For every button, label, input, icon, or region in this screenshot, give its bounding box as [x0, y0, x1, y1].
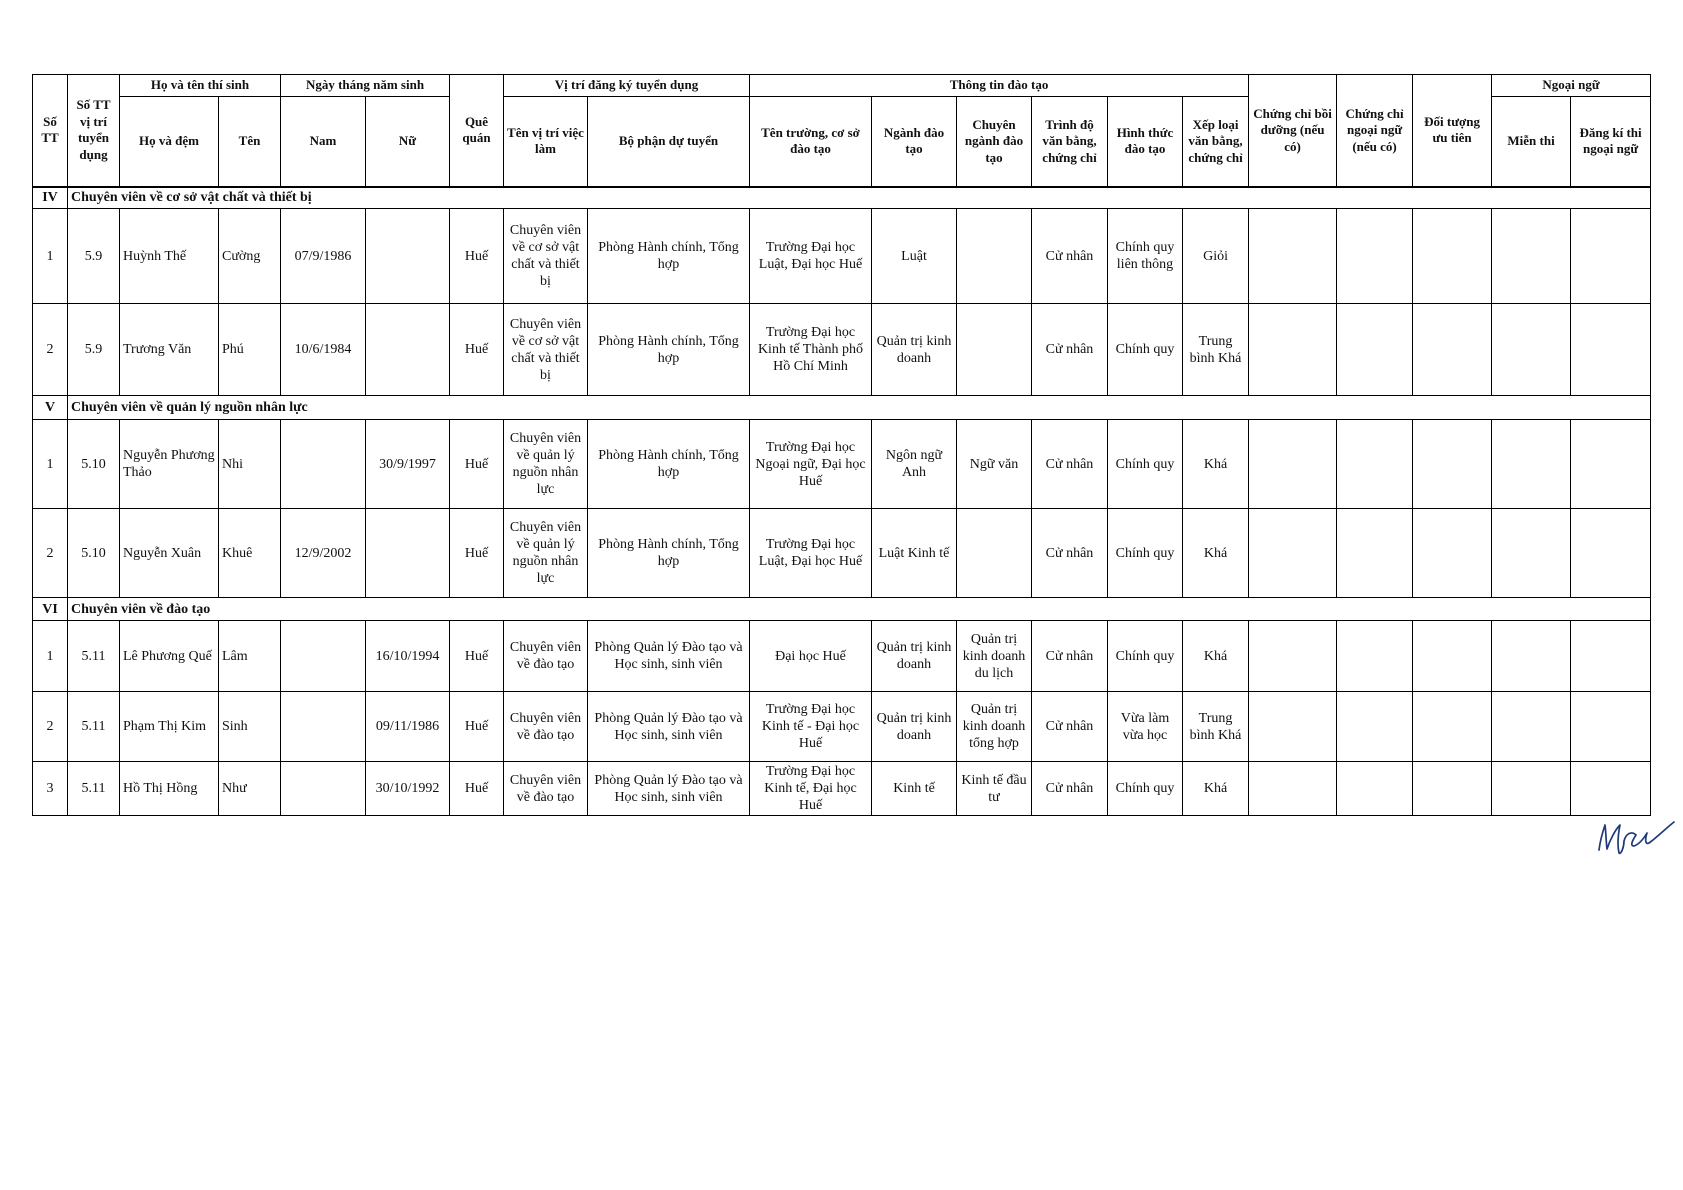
cell-cc-boi-duong	[1249, 209, 1337, 304]
cell-stt-vi-tri: 5.10	[68, 509, 120, 598]
cell-doi-tuong	[1413, 509, 1492, 598]
cell-que-quan: Huế	[450, 304, 504, 396]
cell-cc-boi-duong	[1249, 304, 1337, 396]
cell-chuyen-nganh	[957, 509, 1032, 598]
cell-ten-vi-tri: Chuyên viên về quản lý nguồn nhân lực	[504, 509, 588, 598]
cell-xep-loai: Trung bình Khá	[1183, 692, 1249, 762]
cell-ho-dem: Nguyễn Xuân	[120, 509, 219, 598]
cell-bo-phan: Phòng Quản lý Đào tạo và Học sinh, sinh viên	[588, 692, 750, 762]
header-chuyen-nganh: Chuyên ngành đào tạo	[957, 97, 1032, 187]
header-doi-tuong: Đối tượng ưu tiên	[1413, 75, 1492, 187]
cell-que-quan: Huế	[450, 509, 504, 598]
header-ten: Tên	[219, 97, 281, 187]
header-nganh: Ngành đào tạo	[872, 97, 957, 187]
cell-bo-phan: Phòng Hành chính, Tổng hợp	[588, 420, 750, 509]
cell-ten-vi-tri: Chuyên viên về cơ sở vật chất và thiết bị	[504, 304, 588, 396]
header-stt-vi-tri: Số TT vị trí tuyển dụng	[68, 75, 120, 187]
cell-nam	[281, 762, 366, 816]
cell-nam: 10/6/1984	[281, 304, 366, 396]
table-row	[33, 209, 1651, 304]
table-row	[33, 304, 1651, 396]
cell-chuyen-nganh: Quản trị kinh doanh du lịch	[957, 621, 1032, 692]
cell-hinh-thuc: Vừa làm vừa học	[1108, 692, 1183, 762]
cell-nganh: Luật Kinh tế	[872, 509, 957, 598]
cell-nu: 09/11/1986	[366, 692, 450, 762]
cell-chuyen-nganh: Quản trị kinh doanh tổng hợp	[957, 692, 1032, 762]
cell-mien-thi	[1492, 692, 1571, 762]
cell-xep-loai: Khá	[1183, 509, 1249, 598]
header-hinh-thuc: Hình thức đào tạo	[1108, 97, 1183, 187]
cell-mien-thi	[1492, 509, 1571, 598]
cell-chuyen-nganh: Kinh tế đầu tư	[957, 762, 1032, 816]
cell-truong: Đại học Huế	[750, 621, 872, 692]
cell-nam	[281, 692, 366, 762]
header-cc-ngoai-ngu: Chứng chỉ ngoại ngữ (nếu có)	[1337, 75, 1413, 187]
header-trinh-do: Trình độ văn bằng, chứng chỉ	[1032, 97, 1108, 187]
section-number: IV	[33, 187, 68, 209]
table-row	[33, 509, 1651, 598]
cell-cc-boi-duong	[1249, 621, 1337, 692]
section-title: Chuyên viên về đào tạo	[68, 598, 1651, 621]
cell-mien-thi	[1492, 420, 1571, 509]
header-dang-ki-thi: Đăng kí thi ngoại ngữ	[1571, 97, 1651, 187]
cell-nu: 16/10/1994	[366, 621, 450, 692]
cell-mien-thi	[1492, 621, 1571, 692]
cell-bo-phan: Phòng Quản lý Đào tạo và Học sinh, sinh viên	[588, 621, 750, 692]
table-body	[33, 187, 1651, 816]
section-row	[33, 598, 1651, 621]
cell-ten-vi-tri: Chuyên viên về đào tạo	[504, 692, 588, 762]
cell-trinh-do: Cử nhân	[1032, 209, 1108, 304]
cell-ten: Lâm	[219, 621, 281, 692]
cell-ho-dem: Trương Văn	[120, 304, 219, 396]
cell-trinh-do: Cử nhân	[1032, 509, 1108, 598]
cell-ten-vi-tri: Chuyên viên về đào tạo	[504, 762, 588, 816]
header-nu: Nữ	[366, 97, 450, 187]
cell-ten-vi-tri: Chuyên viên về cơ sở vật chất và thiết bị	[504, 209, 588, 304]
cell-stt-vi-tri: 5.11	[68, 621, 120, 692]
cell-ten: Như	[219, 762, 281, 816]
cell-chuyen-nganh: Ngữ văn	[957, 420, 1032, 509]
cell-hinh-thuc: Chính quy liên thông	[1108, 209, 1183, 304]
cell-cc-ngoai-ngu	[1337, 420, 1413, 509]
cell-ten: Nhi	[219, 420, 281, 509]
cell-ten-vi-tri: Chuyên viên về đào tạo	[504, 621, 588, 692]
cell-nam	[281, 621, 366, 692]
cell-stt-vi-tri: 5.11	[68, 692, 120, 762]
header-row-groups	[33, 75, 1651, 97]
cell-cc-ngoai-ngu	[1337, 304, 1413, 396]
signature-stroke	[1599, 822, 1674, 853]
cell-nam	[281, 420, 366, 509]
cell-que-quan: Huế	[450, 692, 504, 762]
cell-stt-vi-tri: 5.9	[68, 304, 120, 396]
section-row	[33, 187, 1651, 209]
cell-nganh: Quản trị kinh doanh	[872, 692, 957, 762]
cell-nu	[366, 209, 450, 304]
cell-mien-thi	[1492, 762, 1571, 816]
cell-stt: 2	[33, 509, 68, 598]
cell-trinh-do: Cử nhân	[1032, 420, 1108, 509]
cell-mien-thi	[1492, 209, 1571, 304]
section-number: VI	[33, 598, 68, 621]
cell-que-quan: Huế	[450, 762, 504, 816]
cell-nganh: Quản trị kinh doanh	[872, 304, 957, 396]
cell-stt: 2	[33, 692, 68, 762]
header-ho-dem: Họ và đệm	[120, 97, 219, 187]
cell-xep-loai: Khá	[1183, 621, 1249, 692]
cell-ten: Sinh	[219, 692, 281, 762]
cell-truong: Trường Đại học Kinh tế - Đại học Huế	[750, 692, 872, 762]
cell-nu: 30/9/1997	[366, 420, 450, 509]
cell-ten: Phú	[219, 304, 281, 396]
cell-truong: Trường Đại học Ngoại ngữ, Đại học Huế	[750, 420, 872, 509]
cell-truong: Trường Đại học Luật, Đại học Huế	[750, 509, 872, 598]
cell-cc-boi-duong	[1249, 509, 1337, 598]
cell-cc-ngoai-ngu	[1337, 209, 1413, 304]
header-vi-tri: Vị trí đăng ký tuyển dụng	[504, 75, 750, 97]
cell-trinh-do: Cử nhân	[1032, 621, 1108, 692]
cell-bo-phan: Phòng Hành chính, Tổng hợp	[588, 209, 750, 304]
cell-dang-ki-thi	[1571, 304, 1651, 396]
cell-bo-phan: Phòng Hành chính, Tổng hợp	[588, 304, 750, 396]
header-stt: Số TT	[33, 75, 68, 187]
cell-nu: 30/10/1992	[366, 762, 450, 816]
cell-xep-loai: Khá	[1183, 420, 1249, 509]
cell-cc-boi-duong	[1249, 762, 1337, 816]
cell-hinh-thuc: Chính quy	[1108, 762, 1183, 816]
cell-que-quan: Huế	[450, 420, 504, 509]
table-row	[33, 420, 1651, 509]
cell-truong: Trường Đại học Kinh tế, Đại học Huế	[750, 762, 872, 816]
cell-cc-ngoai-ngu	[1337, 509, 1413, 598]
cell-nganh: Ngôn ngữ Anh	[872, 420, 957, 509]
header-ngoai-ngu: Ngoại ngữ	[1492, 75, 1651, 97]
header-dao-tao: Thông tin đào tạo	[750, 75, 1249, 97]
cell-ho-dem: Phạm Thị Kim	[120, 692, 219, 762]
cell-trinh-do: Cử nhân	[1032, 692, 1108, 762]
header-ngay-sinh: Ngày tháng năm sinh	[281, 75, 450, 97]
cell-que-quan: Huế	[450, 621, 504, 692]
cell-hinh-thuc: Chính quy	[1108, 420, 1183, 509]
cell-xep-loai: Trung bình Khá	[1183, 304, 1249, 396]
cell-stt: 1	[33, 621, 68, 692]
cell-dang-ki-thi	[1571, 692, 1651, 762]
header-nam: Nam	[281, 97, 366, 187]
cell-bo-phan: Phòng Quản lý Đào tạo và Học sinh, sinh viên	[588, 762, 750, 816]
cell-ten: Khuê	[219, 509, 281, 598]
cell-trinh-do: Cử nhân	[1032, 304, 1108, 396]
cell-stt-vi-tri: 5.9	[68, 209, 120, 304]
cell-stt: 1	[33, 209, 68, 304]
section-title: Chuyên viên về cơ sở vật chất và thiết bị	[68, 187, 1651, 209]
table-header	[33, 75, 1651, 187]
cell-nam: 07/9/1986	[281, 209, 366, 304]
cell-nu	[366, 304, 450, 396]
header-bo-phan: Bộ phận dự tuyển	[588, 97, 750, 187]
cell-ten-vi-tri: Chuyên viên về quản lý nguồn nhân lực	[504, 420, 588, 509]
cell-stt: 1	[33, 420, 68, 509]
cell-trinh-do: Cử nhân	[1032, 762, 1108, 816]
header-truong: Tên trường, cơ sở đào tạo	[750, 97, 872, 187]
cell-doi-tuong	[1413, 304, 1492, 396]
cell-cc-ngoai-ngu	[1337, 692, 1413, 762]
cell-cc-boi-duong	[1249, 692, 1337, 762]
cell-cc-ngoai-ngu	[1337, 762, 1413, 816]
section-title: Chuyên viên về quản lý nguồn nhân lực	[68, 396, 1651, 420]
cell-ho-dem: Hồ Thị Hồng	[120, 762, 219, 816]
header-que-quan: Quê quán	[450, 75, 504, 187]
cell-nganh: Quản trị kinh doanh	[872, 621, 957, 692]
section-row	[33, 396, 1651, 420]
cell-mien-thi	[1492, 304, 1571, 396]
cell-ho-dem: Huỳnh Thế	[120, 209, 219, 304]
signature	[1594, 816, 1678, 858]
cell-dang-ki-thi	[1571, 420, 1651, 509]
table-row	[33, 692, 1651, 762]
cell-stt-vi-tri: 5.10	[68, 420, 120, 509]
cell-ho-dem: Lê Phương Quế	[120, 621, 219, 692]
cell-doi-tuong	[1413, 420, 1492, 509]
cell-dang-ki-thi	[1571, 762, 1651, 816]
cell-doi-tuong	[1413, 762, 1492, 816]
candidate-table	[32, 74, 1651, 816]
cell-hinh-thuc: Chính quy	[1108, 304, 1183, 396]
cell-dang-ki-thi	[1571, 209, 1651, 304]
cell-dang-ki-thi	[1571, 621, 1651, 692]
cell-hinh-thuc: Chính quy	[1108, 621, 1183, 692]
section-number: V	[33, 396, 68, 420]
cell-hinh-thuc: Chính quy	[1108, 509, 1183, 598]
header-ho-ten: Họ và tên thí sinh	[120, 75, 281, 97]
header-cc-boi-duong: Chứng chỉ bồi dưỡng (nếu có)	[1249, 75, 1337, 187]
table-row	[33, 621, 1651, 692]
cell-stt: 2	[33, 304, 68, 396]
cell-chuyen-nganh	[957, 209, 1032, 304]
cell-cc-ngoai-ngu	[1337, 621, 1413, 692]
cell-nam: 12/9/2002	[281, 509, 366, 598]
cell-ho-dem: Nguyễn Phương Thảo	[120, 420, 219, 509]
cell-doi-tuong	[1413, 209, 1492, 304]
cell-doi-tuong	[1413, 621, 1492, 692]
cell-chuyen-nganh	[957, 304, 1032, 396]
cell-ten: Cường	[219, 209, 281, 304]
cell-dang-ki-thi	[1571, 509, 1651, 598]
cell-que-quan: Huế	[450, 209, 504, 304]
cell-xep-loai: Giỏi	[1183, 209, 1249, 304]
header-xep-loai: Xếp loại văn bằng, chứng chỉ	[1183, 97, 1249, 187]
cell-nu	[366, 509, 450, 598]
cell-nganh: Luật	[872, 209, 957, 304]
cell-stt: 3	[33, 762, 68, 816]
header-mien-thi: Miễn thi	[1492, 97, 1571, 187]
cell-bo-phan: Phòng Hành chính, Tổng hợp	[588, 509, 750, 598]
cell-truong: Trường Đại học Kinh tế Thành phố Hồ Chí Minh	[750, 304, 872, 396]
cell-nganh: Kinh tế	[872, 762, 957, 816]
header-ten-vi-tri: Tên vị trí việc làm	[504, 97, 588, 187]
cell-xep-loai: Khá	[1183, 762, 1249, 816]
cell-cc-boi-duong	[1249, 420, 1337, 509]
cell-truong: Trường Đại học Luật, Đại học Huế	[750, 209, 872, 304]
cell-stt-vi-tri: 5.11	[68, 762, 120, 816]
cell-doi-tuong	[1413, 692, 1492, 762]
table-row	[33, 762, 1651, 816]
